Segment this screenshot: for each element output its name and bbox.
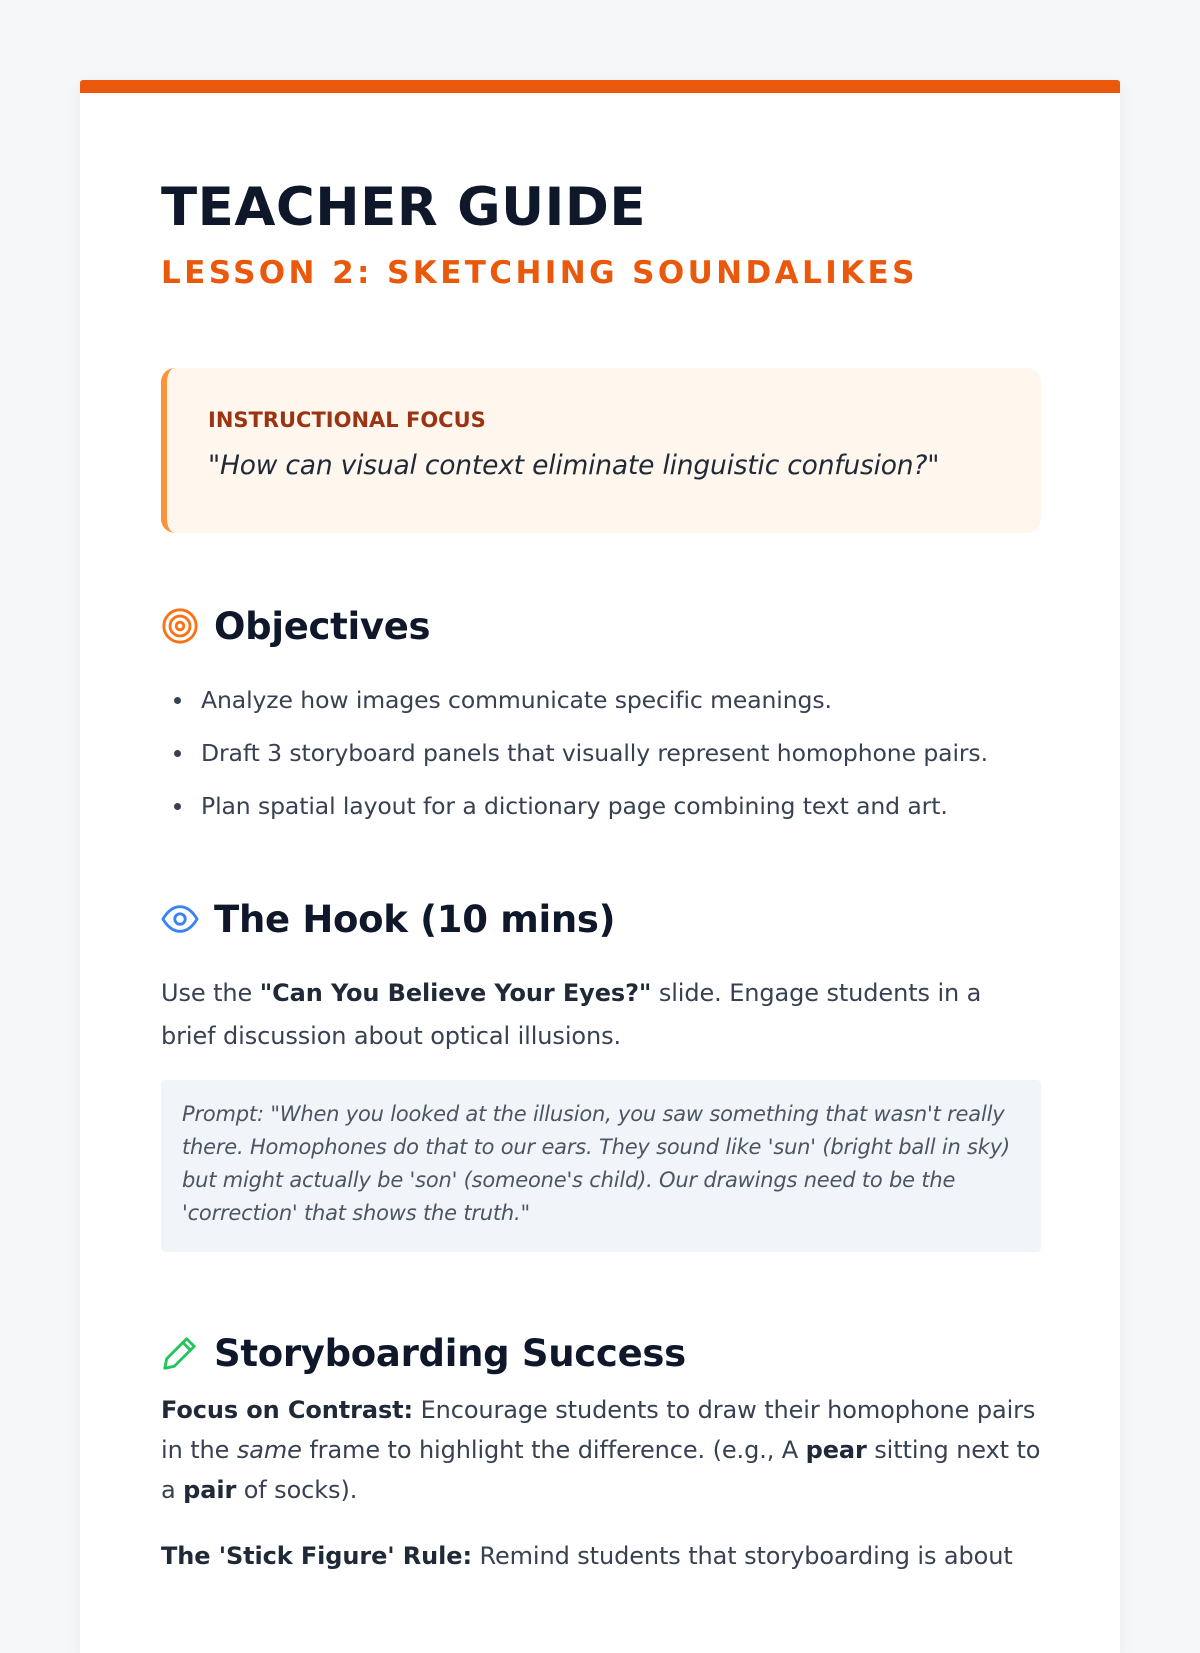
hook-prompt: Prompt: "When you looked at the illusion, you saw something that wasn't really there. Homophones do that to our ears. They sound like 'sun' (bright ball in sky) but might actually be 'son' (someone's child). Our drawings need to be the 'correction' that shows the truth.": [161, 1080, 1041, 1252]
list-item: Draft 3 storyboard panels that visually represent homophone pairs.: [161, 736, 988, 789]
target-icon: [161, 607, 199, 645]
hook-title: The Hook (10 mins): [214, 897, 616, 941]
objectives-title: Objectives: [214, 604, 431, 648]
contrast-text: sitting next to a: [161, 1436, 1041, 1504]
list-item: Plan spatial layout for a dictionary page combining text and art.: [161, 789, 988, 842]
focus-quote: "How can visual context eliminate linguistic confusion?": [208, 450, 940, 481]
contrast-paragraph: [161, 1390, 1041, 1510]
contrast-text: Encourage students to draw their homophone pairs in the: [161, 1396, 1036, 1464]
stick-figure-label: The 'Stick Figure' Rule:: [161, 1542, 472, 1570]
contrast-label: Focus on Contrast:: [161, 1396, 414, 1424]
objectives-heading: [161, 601, 430, 651]
instructional-focus-callout: [161, 368, 1041, 533]
stick-figure-text: Remind students that storyboarding is about: [471, 1542, 1013, 1570]
objectives-list: [161, 683, 988, 842]
contrast-emphasis: same: [236, 1436, 302, 1464]
eye-icon: [161, 900, 199, 938]
list-item: Analyze how images communicate specific meanings.: [161, 683, 988, 736]
page-title: TEACHER GUIDE: [161, 177, 647, 238]
hook-intro-end: slide. Engage students in a brief discussion about optical illusions.: [161, 979, 982, 1050]
focus-label: INSTRUCTIONAL FOCUS: [208, 408, 486, 432]
guide-sheet: [80, 80, 1120, 1653]
storyboarding-heading: [161, 1328, 686, 1378]
lesson-subtitle: LESSON 2: SKETCHING SOUNDALIKES: [161, 255, 918, 291]
hook-intro-start: Use the: [161, 979, 260, 1007]
contrast-word-pear: pear: [805, 1436, 867, 1464]
stick-figure-paragraph: [161, 1536, 1041, 1576]
contrast-word-pair: pair: [183, 1476, 237, 1504]
contrast-text: of socks).: [236, 1476, 358, 1504]
pencil-icon: [161, 1334, 199, 1372]
hook-heading: [161, 894, 615, 944]
hook-intro: [161, 972, 1041, 1058]
hook-slide-name: "Can You Believe Your Eyes?": [259, 979, 652, 1007]
storyboarding-title: Storyboarding Success: [214, 1331, 686, 1375]
contrast-text: frame to highlight the difference. (e.g., A: [301, 1436, 806, 1464]
